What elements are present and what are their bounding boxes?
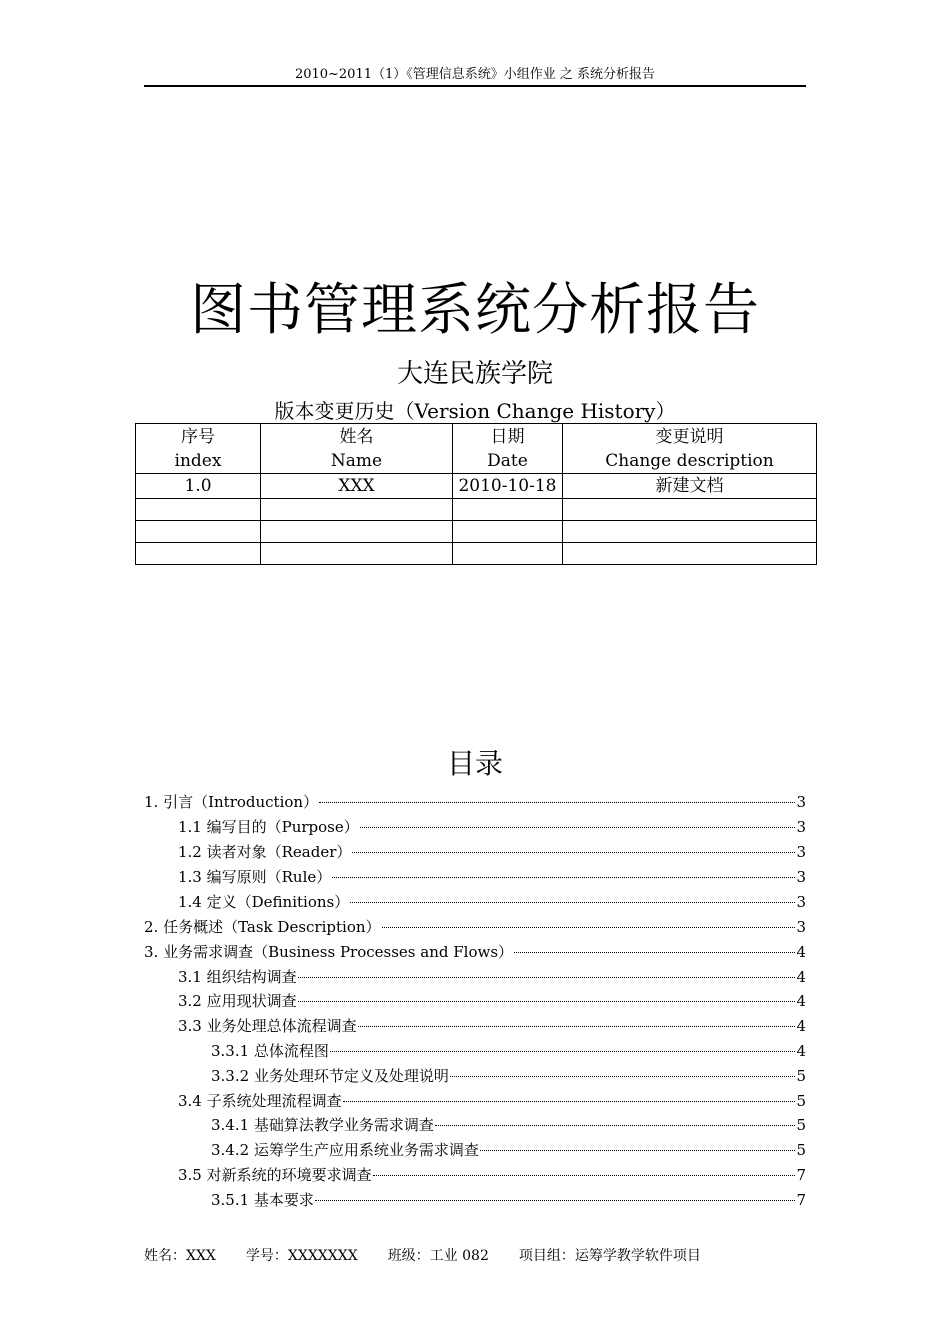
toc-entry-text: 1.4 定义（Definitions） xyxy=(178,893,350,911)
toc-entry-text: 3.5 对新系统的环境要求调查 xyxy=(178,1166,372,1184)
toc-leader xyxy=(480,1150,796,1151)
toc-page-number: 5 xyxy=(796,1141,806,1159)
toc-entry-text: 3.4 子系统处理流程调查 xyxy=(178,1092,342,1110)
empty-cell xyxy=(563,499,817,521)
column-header-index xyxy=(136,424,261,474)
header-cn: 日期 xyxy=(490,426,525,447)
toc-leader xyxy=(450,1076,796,1077)
toc-entry-text: 3.5.1 基本要求 xyxy=(211,1191,314,1209)
footer-student-id: 学号：XXXXXXX xyxy=(245,1248,358,1264)
toc-entry[interactable] xyxy=(144,790,806,815)
empty-cell xyxy=(563,543,817,565)
column-header-description xyxy=(563,424,817,474)
toc-entry[interactable] xyxy=(144,915,806,940)
empty-cell xyxy=(453,521,563,543)
toc-leader xyxy=(382,927,796,928)
toc-entry[interactable] xyxy=(211,1064,806,1089)
header-en: Change description xyxy=(605,450,774,471)
table-row xyxy=(136,474,817,499)
toc-leader xyxy=(330,1051,796,1052)
toc-entry[interactable] xyxy=(211,1188,806,1213)
toc-page-number: 4 xyxy=(796,943,806,961)
toc-entry-text: 3. 业务需求调查（Business Processes and Flows） xyxy=(144,943,514,961)
table-row-empty xyxy=(136,543,817,565)
empty-cell xyxy=(453,499,563,521)
table-header-row xyxy=(136,424,817,474)
toc-page-number: 4 xyxy=(796,992,806,1010)
toc-page-number: 3 xyxy=(796,868,806,886)
toc-entry-text: 3.3.1 总体流程图 xyxy=(211,1042,329,1060)
cell-name: XXX xyxy=(261,474,453,499)
table-row-empty xyxy=(136,499,817,521)
toc-entry-text: 1. 引言（Introduction） xyxy=(144,793,319,811)
toc-entry-text: 1.3 编写原则（Rule） xyxy=(178,868,332,886)
toc-leader xyxy=(373,1175,796,1176)
footer-class: 班级：工业 082 xyxy=(387,1248,489,1264)
toc-entry[interactable] xyxy=(211,1138,806,1163)
toc-entry-text: 3.4.1 基础算法教学业务需求调查 xyxy=(211,1116,434,1134)
cell-description: 新建文档 xyxy=(563,474,817,499)
header-divider xyxy=(144,85,806,87)
table-row-empty xyxy=(136,521,817,543)
page-footer xyxy=(144,1246,701,1266)
document-title: 图书管理系统分析报告 xyxy=(190,278,760,343)
toc-entry[interactable] xyxy=(211,1113,806,1138)
empty-cell xyxy=(261,499,453,521)
toc-leader xyxy=(514,952,795,953)
toc-page-number: 3 xyxy=(796,818,806,836)
empty-cell xyxy=(136,499,261,521)
toc-page-number: 5 xyxy=(796,1092,806,1110)
toc-entry[interactable] xyxy=(178,1014,806,1039)
toc-leader xyxy=(352,852,795,853)
column-header-name xyxy=(261,424,453,474)
toc-page-number: 5 xyxy=(796,1067,806,1085)
toc-entry[interactable] xyxy=(178,815,806,840)
empty-cell xyxy=(261,521,453,543)
empty-cell xyxy=(563,521,817,543)
toc-page-number: 4 xyxy=(796,1042,806,1060)
toc-entry-text: 3.2 应用现状调查 xyxy=(178,992,297,1010)
toc-leader xyxy=(343,1101,796,1102)
toc-leader xyxy=(332,877,795,878)
toc-entry[interactable] xyxy=(178,840,806,865)
column-header-date xyxy=(453,424,563,474)
page-header: 2010~2011（1）《管理信息系统》小组作业 之 系统分析报告 xyxy=(294,67,656,82)
toc-page-number: 3 xyxy=(796,793,806,811)
toc-entry-text: 1.2 读者对象（Reader） xyxy=(178,843,352,861)
toc-page-number: 3 xyxy=(796,893,806,911)
toc-leader xyxy=(435,1125,796,1126)
toc-page-number: 7 xyxy=(796,1191,806,1209)
toc-entry-text: 1.1 编写目的（Purpose） xyxy=(178,818,359,836)
empty-cell xyxy=(453,543,563,565)
toc-entry[interactable] xyxy=(178,865,806,890)
cell-date: 2010-10-18 xyxy=(453,474,563,499)
toc-entry-text: 3.4.2 运筹学生产应用系统业务需求调查 xyxy=(211,1141,479,1159)
toc-entry-text: 3.3 业务处理总体流程调查 xyxy=(178,1017,357,1035)
empty-cell xyxy=(261,543,453,565)
footer-name: 姓名：XXX xyxy=(144,1248,216,1264)
toc-leader xyxy=(358,1026,796,1027)
toc-entry[interactable] xyxy=(178,1089,806,1114)
header-en: Name xyxy=(330,450,383,471)
empty-cell xyxy=(136,543,261,565)
toc-leader xyxy=(350,902,795,903)
toc-entry[interactable] xyxy=(178,965,806,990)
toc-leader xyxy=(298,1001,796,1002)
toc-entry-text: 3.3.2 业务处理环节定义及处理说明 xyxy=(211,1067,449,1085)
header-en: Date xyxy=(487,450,528,471)
header-cn: 姓名 xyxy=(339,426,374,447)
toc-leader xyxy=(319,802,795,803)
header-cn: 序号 xyxy=(181,426,215,447)
toc-title: 目录 xyxy=(446,747,503,780)
header-cn: 变更说明 xyxy=(655,426,724,447)
toc-page-number: 4 xyxy=(796,968,806,986)
toc-entry-text: 3.1 组织结构调查 xyxy=(178,968,297,986)
version-history-table xyxy=(135,423,817,565)
toc-page-number: 5 xyxy=(796,1116,806,1134)
version-history-caption: 版本变更历史（Version Change History） xyxy=(274,399,676,423)
header-en: index xyxy=(174,450,222,471)
toc-entry[interactable] xyxy=(144,940,806,965)
toc-page-number: 3 xyxy=(796,918,806,936)
toc-entry[interactable] xyxy=(211,1039,806,1064)
toc-leader xyxy=(315,1200,796,1201)
toc-page-number: 3 xyxy=(796,843,806,861)
document-subtitle: 大连民族学院 xyxy=(396,359,553,389)
toc-entry-text: 2. 任务概述（Task Description） xyxy=(144,918,381,936)
toc-leader xyxy=(360,827,796,828)
footer-project: 项目组：运筹学教学软件项目 xyxy=(518,1248,701,1264)
cell-index: 1.0 xyxy=(136,474,261,499)
toc-leader xyxy=(298,977,796,978)
empty-cell xyxy=(136,521,261,543)
toc-entry[interactable] xyxy=(178,989,806,1014)
toc-entry[interactable] xyxy=(178,1163,806,1188)
toc-page-number: 7 xyxy=(796,1166,806,1184)
toc-page-number: 4 xyxy=(796,1017,806,1035)
toc-entry[interactable] xyxy=(178,890,806,915)
